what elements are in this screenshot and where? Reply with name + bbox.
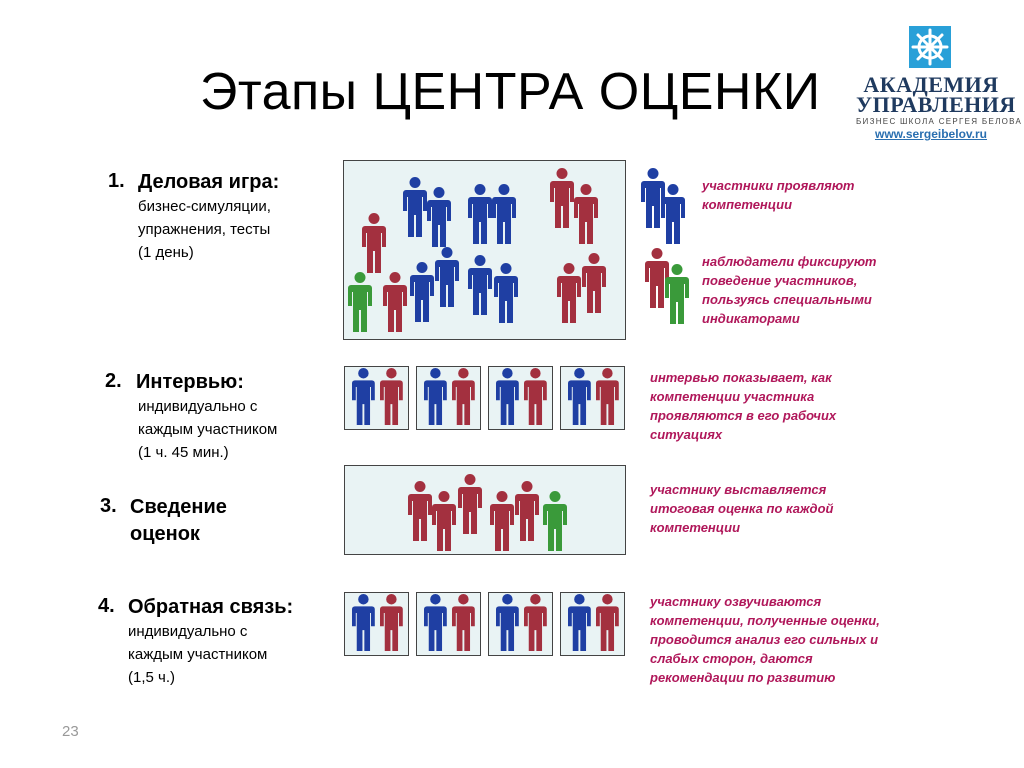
note-observers-1: наблюдатели фиксируют: [702, 254, 877, 269]
slide-number: 23: [62, 723, 79, 740]
stage-2-desc-2: каждым участником: [138, 421, 278, 438]
feedback-box-3: [488, 592, 553, 656]
feedback-box-4: [560, 592, 625, 656]
note-feedback-3: проводится анализ его сильных и: [650, 632, 879, 647]
interview-box-2: [416, 366, 481, 430]
note-interview-2: компетенции участника: [650, 389, 815, 404]
stage-3-title-line-2: оценок: [130, 523, 200, 545]
participant-figure-icon: [661, 184, 685, 246]
note-feedback-5: рекомендации по развитию: [650, 670, 836, 685]
stage-1-game-box: [343, 160, 626, 340]
logo: [856, 26, 1023, 156]
note-observers-3: пользуясь специальными: [702, 292, 872, 307]
logo-line-1: АКАДЕМИЯ: [863, 72, 999, 97]
note-participants-2: компетенции: [702, 197, 793, 212]
note-observers-4: индикаторами: [702, 311, 800, 326]
stage-4-desc-2: каждым участником: [128, 646, 268, 663]
stage-2-title: Интервью:: [136, 371, 244, 393]
stage-4-desc-3: (1,5 ч.): [128, 669, 175, 686]
stage-3-number: 3.: [100, 495, 117, 517]
ship-wheel-icon: [909, 26, 951, 68]
logo-url-link[interactable]: www.sergeibelov.ru: [874, 127, 988, 141]
feedback-box-1: [344, 592, 409, 656]
note-observers-2: поведение участников,: [702, 273, 858, 288]
stage-1-title: Деловая игра:: [138, 171, 280, 193]
interview-box-1: [344, 366, 409, 430]
feedback-box-2: [416, 592, 481, 656]
summary-box: [344, 465, 626, 555]
interview-box-3: [488, 366, 553, 430]
note-feedback-2: компетенции, полученные оценки,: [650, 613, 880, 628]
logo-subtitle: БИЗНЕС ШКОЛА СЕРГЕЯ БЕЛОВА: [856, 117, 1023, 126]
stage-4-desc-1: индивидуально с: [128, 623, 248, 640]
stage-2-number: 2.: [105, 370, 122, 392]
note-interview-4: ситуациях: [650, 427, 723, 442]
stage-1-desc-2: упражнения, тесты: [138, 221, 271, 238]
note-summary-3: компетенции: [650, 520, 741, 535]
participant-figure-icon: [641, 168, 665, 230]
note-participants-1: участники проявляют: [702, 178, 855, 193]
note-feedback-4: слабых сторон, даются: [650, 651, 813, 666]
stage-1-number: 1.: [108, 170, 125, 192]
slide-title: Этапы ЦЕНТРА ОЦЕНКИ: [200, 63, 821, 121]
stage-2-desc-3: (1 ч. 45 мин.): [138, 444, 229, 461]
stage-1-desc-3: (1 день): [138, 244, 194, 261]
stage-2-desc-1: индивидуально с: [138, 398, 258, 415]
logo-line-2: УПРАВЛЕНИЯ: [856, 92, 1016, 117]
note-feedback-1: участнику озвучиваются: [650, 594, 822, 609]
stage-4-number: 4.: [98, 595, 115, 617]
facilitator-figure-icon: [665, 264, 689, 326]
observer-figure-icon: [645, 248, 669, 310]
stage-4-title: Обратная связь:: [128, 596, 294, 618]
stage-1-desc-1: бизнес-симуляции,: [138, 198, 271, 215]
note-summary-2: итоговая оценка по каждой: [650, 501, 834, 516]
note-interview-1: интервью показывает, как: [650, 370, 832, 385]
stage-3-title-line-1: Сведение: [130, 496, 227, 518]
note-summary-1: участнику выставляется: [650, 482, 827, 497]
note-interview-3: проявляются в его рабочих: [650, 408, 837, 423]
interview-box-4: [560, 366, 625, 430]
